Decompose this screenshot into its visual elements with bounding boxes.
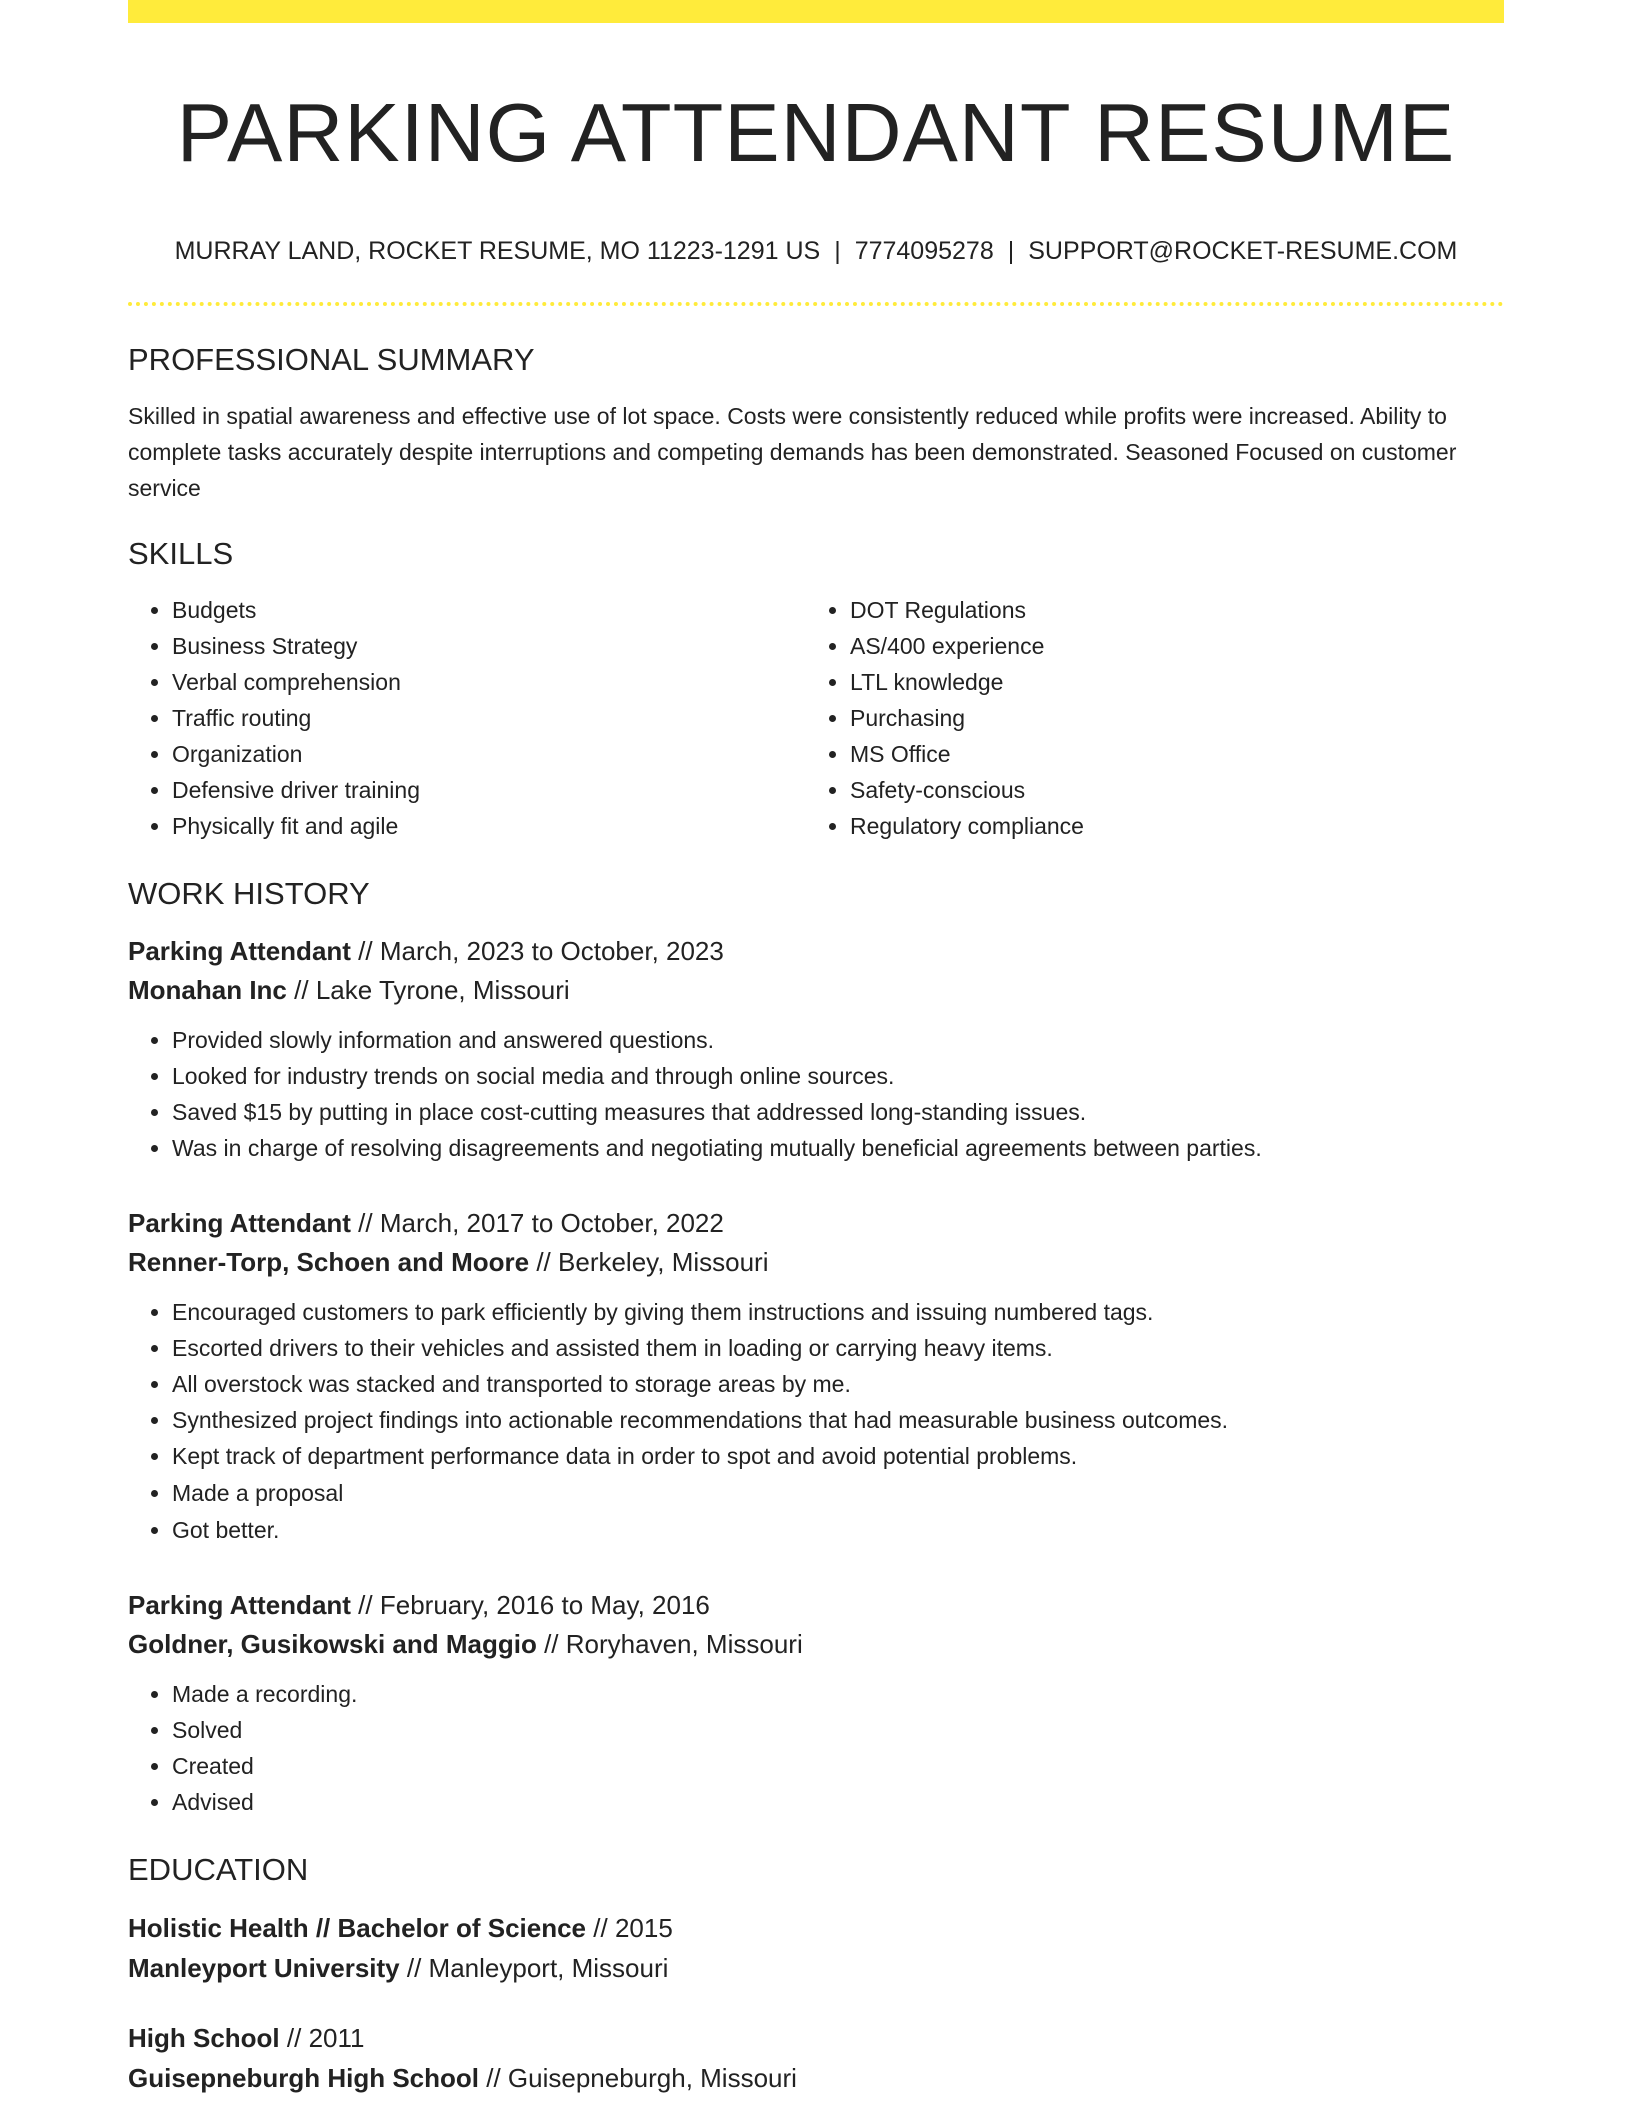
education-entry bbox=[128, 1908, 1504, 1988]
education-degree: High School bbox=[128, 2023, 280, 2053]
contact-separator: | bbox=[1007, 237, 1015, 265]
summary-text: Skilled in spatial awareness and effective use of lot space. Costs were consistently reduced while profits were increased. Ability to complete tasks accurately despite interruptions and competing demands has been demonstrated. Seasoned Focused on customer service bbox=[128, 403, 1457, 501]
education-school: Guisepneburgh High School bbox=[128, 2063, 479, 2093]
job-title: Parking Attendant bbox=[128, 936, 351, 966]
dotted-divider bbox=[128, 302, 1504, 306]
resume-title: PARKING ATTENDANT RESUME bbox=[176, 86, 1456, 179]
education-separator: // bbox=[586, 1913, 615, 1943]
job-separator: // bbox=[350, 936, 380, 966]
job-location: Roryhaven, Missouri bbox=[565, 1629, 803, 1659]
skill-item: • Safety-conscious bbox=[850, 772, 1484, 808]
education-separator: // bbox=[279, 2023, 309, 2053]
skills-column-left bbox=[128, 592, 806, 844]
skill-item: • LTL knowledge bbox=[850, 664, 1484, 700]
education-separator: // bbox=[399, 1953, 429, 1983]
job-bullet: • Synthesized project findings into actionable recommendations that had measurable business outcomes. bbox=[172, 1402, 1504, 1438]
contact-address: MURRAY LAND, ROCKET RESUME, MO 11223-1291 US bbox=[174, 237, 821, 265]
job-separator: // bbox=[286, 975, 316, 1005]
job-bullet: • Got better. bbox=[172, 1512, 1504, 1548]
education-school-line bbox=[128, 1948, 1504, 1988]
job-separator: // bbox=[350, 1208, 380, 1238]
job-bullet: • Made a proposal bbox=[172, 1474, 1504, 1512]
skill-item: • Verbal comprehension bbox=[172, 664, 806, 700]
education-separator: // bbox=[479, 2063, 508, 2093]
job-bullet: • Solved bbox=[172, 1712, 1504, 1748]
job-dates: March, 2023 to October, 2023 bbox=[379, 936, 724, 966]
job-dates: March, 2017 to October, 2022 bbox=[379, 1208, 724, 1238]
job-bullet: • Advised bbox=[172, 1784, 1504, 1820]
job-title-line bbox=[128, 1586, 1504, 1625]
job-separator: // bbox=[350, 1590, 380, 1620]
skill-item: • Regulatory compliance bbox=[850, 808, 1484, 844]
education-school: Manleyport University bbox=[128, 1953, 400, 1983]
skill-item: • Organization bbox=[172, 736, 806, 772]
job-entry bbox=[128, 1586, 1504, 1820]
job-title-line bbox=[128, 932, 1504, 971]
job-company-line bbox=[128, 971, 1504, 1010]
job-bullet: • Looked for industry trends on social media and through online sources. bbox=[172, 1058, 1504, 1094]
resume-page bbox=[128, 0, 1504, 2098]
education-degree-line bbox=[128, 2018, 1504, 2058]
contact-email: SUPPORT@ROCKET-RESUME.COM bbox=[1028, 237, 1458, 265]
job-separator: // bbox=[536, 1629, 566, 1659]
skill-item: • Defensive driver training bbox=[172, 772, 806, 808]
job-entry bbox=[128, 932, 1504, 1166]
education-year: 2011 bbox=[308, 2023, 365, 2053]
education-degree: Holistic Health // Bachelor of Science bbox=[128, 1913, 587, 1943]
job-dates: February, 2016 to May, 2016 bbox=[379, 1590, 710, 1620]
skill-item: • Purchasing bbox=[850, 700, 1484, 736]
job-bullet: • Was in charge of resolving disagreements and negotiating mutually beneficial agreements between parties. bbox=[172, 1130, 1504, 1166]
work-history-heading: WORK HISTORY bbox=[128, 876, 370, 911]
skill-item: • Budgets bbox=[172, 592, 806, 628]
contact-separator: | bbox=[834, 237, 841, 265]
job-bullet: • Escorted drivers to their vehicles and assisted them in loading or carrying heavy items. bbox=[172, 1330, 1504, 1366]
job-company: Goldner, Gusikowski and Maggio bbox=[128, 1629, 537, 1659]
job-bullet: • Kept track of department performance data in order to spot and avoid potential problems. bbox=[172, 1438, 1504, 1474]
job-bullet: • Saved $15 by putting in place cost-cutting measures that addressed long-standing issues. bbox=[172, 1094, 1504, 1130]
job-bullet: • All overstock was stacked and transported to storage areas by me. bbox=[172, 1366, 1504, 1402]
top-accent-bar bbox=[128, 0, 1504, 23]
job-bullet: • Encouraged customers to park efficiently by giving them instructions and issuing numbered tags. bbox=[172, 1294, 1504, 1330]
contact-phone: 7774095278 bbox=[854, 237, 994, 265]
skill-item: • Physically fit and agile bbox=[172, 808, 806, 844]
job-bullet: • Created bbox=[172, 1748, 1504, 1784]
skills-column-right bbox=[806, 592, 1484, 844]
job-location: Berkeley, Missouri bbox=[558, 1247, 769, 1277]
education-degree-line bbox=[128, 1908, 1504, 1948]
summary-heading: PROFESSIONAL SUMMARY bbox=[128, 342, 535, 377]
job-company: Monahan Inc bbox=[128, 975, 287, 1005]
education-location: Manleyport, Missouri bbox=[428, 1953, 669, 1983]
job-bullets bbox=[128, 1294, 1504, 1548]
job-entry bbox=[128, 1204, 1504, 1548]
contact-line bbox=[128, 236, 1504, 266]
job-bullets bbox=[128, 1022, 1504, 1166]
education-heading: EDUCATION bbox=[128, 1852, 309, 1887]
skill-item: • Traffic routing bbox=[172, 700, 806, 736]
skill-item: • DOT Regulations bbox=[850, 592, 1484, 628]
education-year: 2015 bbox=[614, 1913, 673, 1943]
job-company: Renner-Torp, Schoen and Moore bbox=[128, 1247, 530, 1277]
skills-list bbox=[128, 592, 1504, 844]
job-separator: // bbox=[529, 1247, 559, 1277]
skill-item: • Business Strategy bbox=[172, 628, 806, 664]
skills-heading: SKILLS bbox=[128, 536, 234, 571]
job-title: Parking Attendant bbox=[128, 1208, 351, 1238]
education-location: Guisepneburgh, Missouri bbox=[507, 2063, 797, 2093]
education-entry bbox=[128, 2018, 1504, 2098]
job-title: Parking Attendant bbox=[128, 1590, 351, 1620]
job-title-line bbox=[128, 1204, 1504, 1243]
skill-item: • AS/400 experience bbox=[850, 628, 1484, 664]
job-bullets bbox=[128, 1676, 1504, 1820]
job-company-line bbox=[128, 1625, 1504, 1664]
job-bullet: • Made a recording. bbox=[172, 1676, 1504, 1712]
skill-item: • MS Office bbox=[850, 736, 1484, 772]
job-location: Lake Tyrone, Missouri bbox=[315, 975, 570, 1005]
job-bullet: • Provided slowly information and answered questions. bbox=[172, 1022, 1504, 1058]
education-school-line bbox=[128, 2058, 1504, 2098]
job-company-line bbox=[128, 1243, 1504, 1282]
